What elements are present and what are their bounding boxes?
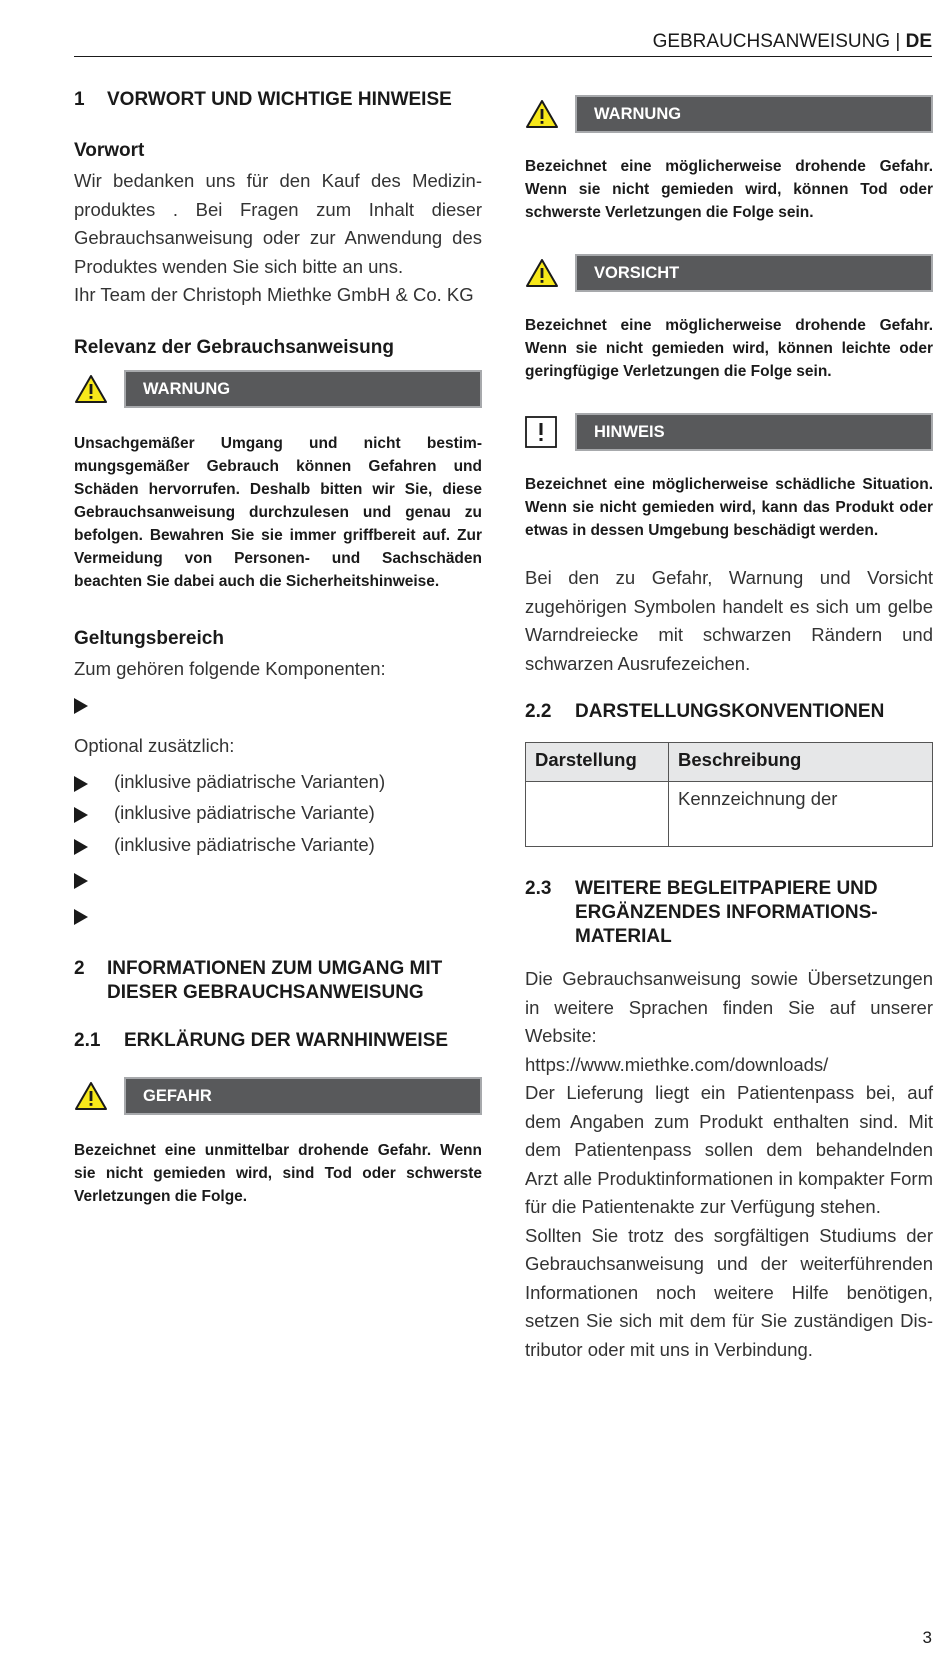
section-number: 2.3 [525, 878, 552, 899]
vorwort-text: Wir bedanken uns für den Kauf des Medizinproduktes . Bei Fragen zum Inhalt dieser Gebrauchsanweisung oder zur Anwendung des Produktes wenden Sie sich bitte an uns. [74, 170, 482, 277]
info-notice [525, 411, 933, 453]
patient-pass-paragraph: Der Lieferung liegt ein Patientenpass bei, auf dem Angaben zum Produkt enthalten sind. Mit dem Patientenpass sollen dem behandelnden Arzt alle Produktinformationen in kompakter Form für die Patientenakte zur Verfügung stehen. [525, 1082, 933, 1217]
bullet-triangle-icon [74, 865, 114, 893]
warning-triangle-icon [525, 99, 575, 129]
table-row [526, 782, 933, 847]
relevanz-heading: Relevanz der Gebrauchsanweisung [74, 336, 394, 358]
list-item-text: (inklusive pädiatrische Variante) [114, 833, 375, 855]
list-item-text [114, 901, 482, 929]
notice-label: WARNUNG [124, 370, 482, 408]
gefahr-text: Bezeichnet eine unmittelbar drohende Gefahr. Wenn sie nicht gemieden wird, sind Tod oder schwerste Verletzungen die Folge. [74, 1142, 482, 1205]
warnung-text: Bezeichnet eine möglicherweise drohende Gefahr. Wenn sie nicht gemieden wird, können Tod oder schwerste Verletzungen die Folge sein. [525, 158, 933, 221]
list-item [74, 831, 482, 860]
list-item-text: (inklusive pädiatrische Variante) [114, 802, 375, 823]
conventions-table [525, 742, 933, 847]
optional-label: Optional zusätzlich: [74, 735, 235, 756]
section-title: WEITERE BEGLEITPAPIERE UND ERGÄNZENDES INFORMATIONSMATERIAL [575, 878, 878, 947]
header-separator: | [895, 31, 901, 52]
section-number: 2.1 [74, 1030, 101, 1051]
vorwort-heading: Vorwort [74, 140, 145, 161]
list-item-text [114, 690, 482, 718]
bullet-triangle-icon [74, 799, 114, 828]
warning-notice [74, 368, 482, 410]
notice-label: WARNUNG [575, 95, 933, 133]
support-paragraph: Sollten Sie trotz des sorgfältigen Studiums der Gebrauchsanweisung und der weiterführenden Informationen noch weitere Hilfe benötigen, setzen Sie sich mit dem für Sie zuständigen Distributor oder mit uns in Verbindung. [525, 1224, 933, 1360]
notice-label: GEFAHR [124, 1077, 482, 1115]
list-item [74, 901, 482, 929]
list-item-text: (inklusive pädiatrische Varianten) [114, 770, 386, 792]
section-2-2-heading [525, 700, 933, 724]
warning-triangle-icon [525, 258, 575, 288]
danger-notice [74, 1075, 482, 1117]
section-number: 1 [74, 89, 85, 110]
exclamation-box-icon [525, 416, 575, 448]
section-title: ERKLÄRUNG DER WARNHINWEISE [124, 1030, 449, 1051]
section-number: 2.2 [525, 701, 552, 722]
notice-label: VORSICHT [575, 254, 933, 292]
docs-paragraph: Die Gebrauchsanweisung sowie Übersetzungen in weitere Sprachen finden Sie auf unserer Website: [525, 968, 933, 1046]
list-item [74, 768, 482, 797]
hinweis-text: Bezeichnet eine möglicherweise schädliche Situation. Wenn sie nicht gemieden wird, kann das Produkt oder etwas in dessen Umgebung beschädigt werden. [525, 476, 933, 539]
warning-triangle-icon [74, 374, 124, 404]
table-cell [526, 782, 669, 847]
bullet-triangle-icon [74, 690, 114, 718]
table-header-cell: Beschreibung [669, 743, 933, 782]
section-title: INFORMATIONEN ZUM UMGANG MIT DIESER GEBRAUCHSANWEISUNG [107, 958, 443, 1003]
list-item [74, 865, 482, 893]
section-2-1-heading [74, 1029, 482, 1053]
geltung-heading: Geltungsbereich [74, 627, 224, 649]
section-title: VORWORT UND WICHTIGE HINWEISE [107, 89, 452, 110]
geltung-text: Zum gehören folgende Komponenten: [74, 657, 386, 679]
table-header-row [526, 743, 933, 782]
header-language: DE [905, 31, 932, 52]
warning-triangle-icon [74, 1081, 124, 1111]
page-number: 3 [922, 1628, 932, 1647]
table-cell: Kennzeichnung der [669, 782, 933, 847]
downloads-link[interactable]: https://www.miethke.com/downloads/ [525, 1053, 829, 1075]
header-title: GEBRAUCHSANWEISUNG [652, 31, 891, 52]
section-1-heading [74, 88, 482, 112]
table-header-cell: Darstellung [526, 743, 669, 782]
left-column [74, 88, 482, 1208]
list-item [74, 799, 482, 828]
section-2-3-heading [525, 877, 933, 949]
vorsicht-text: Bezeichnet eine möglicherweise drohende Gefahr. Wenn sie nicht gemieden wird, können leichte oder geringfügige Verletzungen die Folge sein. [525, 317, 933, 380]
bullet-triangle-icon [74, 901, 114, 929]
list-item-text [114, 865, 482, 893]
section-number: 2 [74, 958, 85, 979]
warning-notice [525, 93, 933, 135]
symbole-text: Bei den zu Gefahr, Warnung und Vorsicht zugehörigen Symbolen handelt es sich um gelbe Warndreiecke mit schwarzen Rändern und schwarzen Ausrufezeichen. [525, 567, 933, 674]
list-item [74, 690, 482, 718]
relevanz-text: Unsachgemäßer Umgang und nicht bestimmungsgemäßer Gebrauch können Gefahren und Schäden hervorrufen. Deshalb bitten wir Sie, diese Gebrauchsanweisung durchzulesen und genau zu befolgen. Bewahren Sie sie immer griffbereit auf. Zur Vermeidung von Personen- und Sachschäden beachten Sie dabei auch die Sicherheitshinweise. [74, 434, 482, 590]
vorwort-signature: Ihr Team der Christoph Miethke GmbH & Co. KG [74, 284, 474, 305]
page-header [74, 28, 932, 57]
bullet-triangle-icon [74, 768, 114, 797]
caution-notice [525, 252, 933, 294]
notice-label: HINWEIS [575, 413, 933, 451]
right-column [525, 93, 933, 1364]
section-2-heading [74, 957, 482, 1005]
bullet-triangle-icon [74, 831, 114, 860]
section-title: DARSTELLUNGSKONVENTIONEN [575, 701, 885, 722]
